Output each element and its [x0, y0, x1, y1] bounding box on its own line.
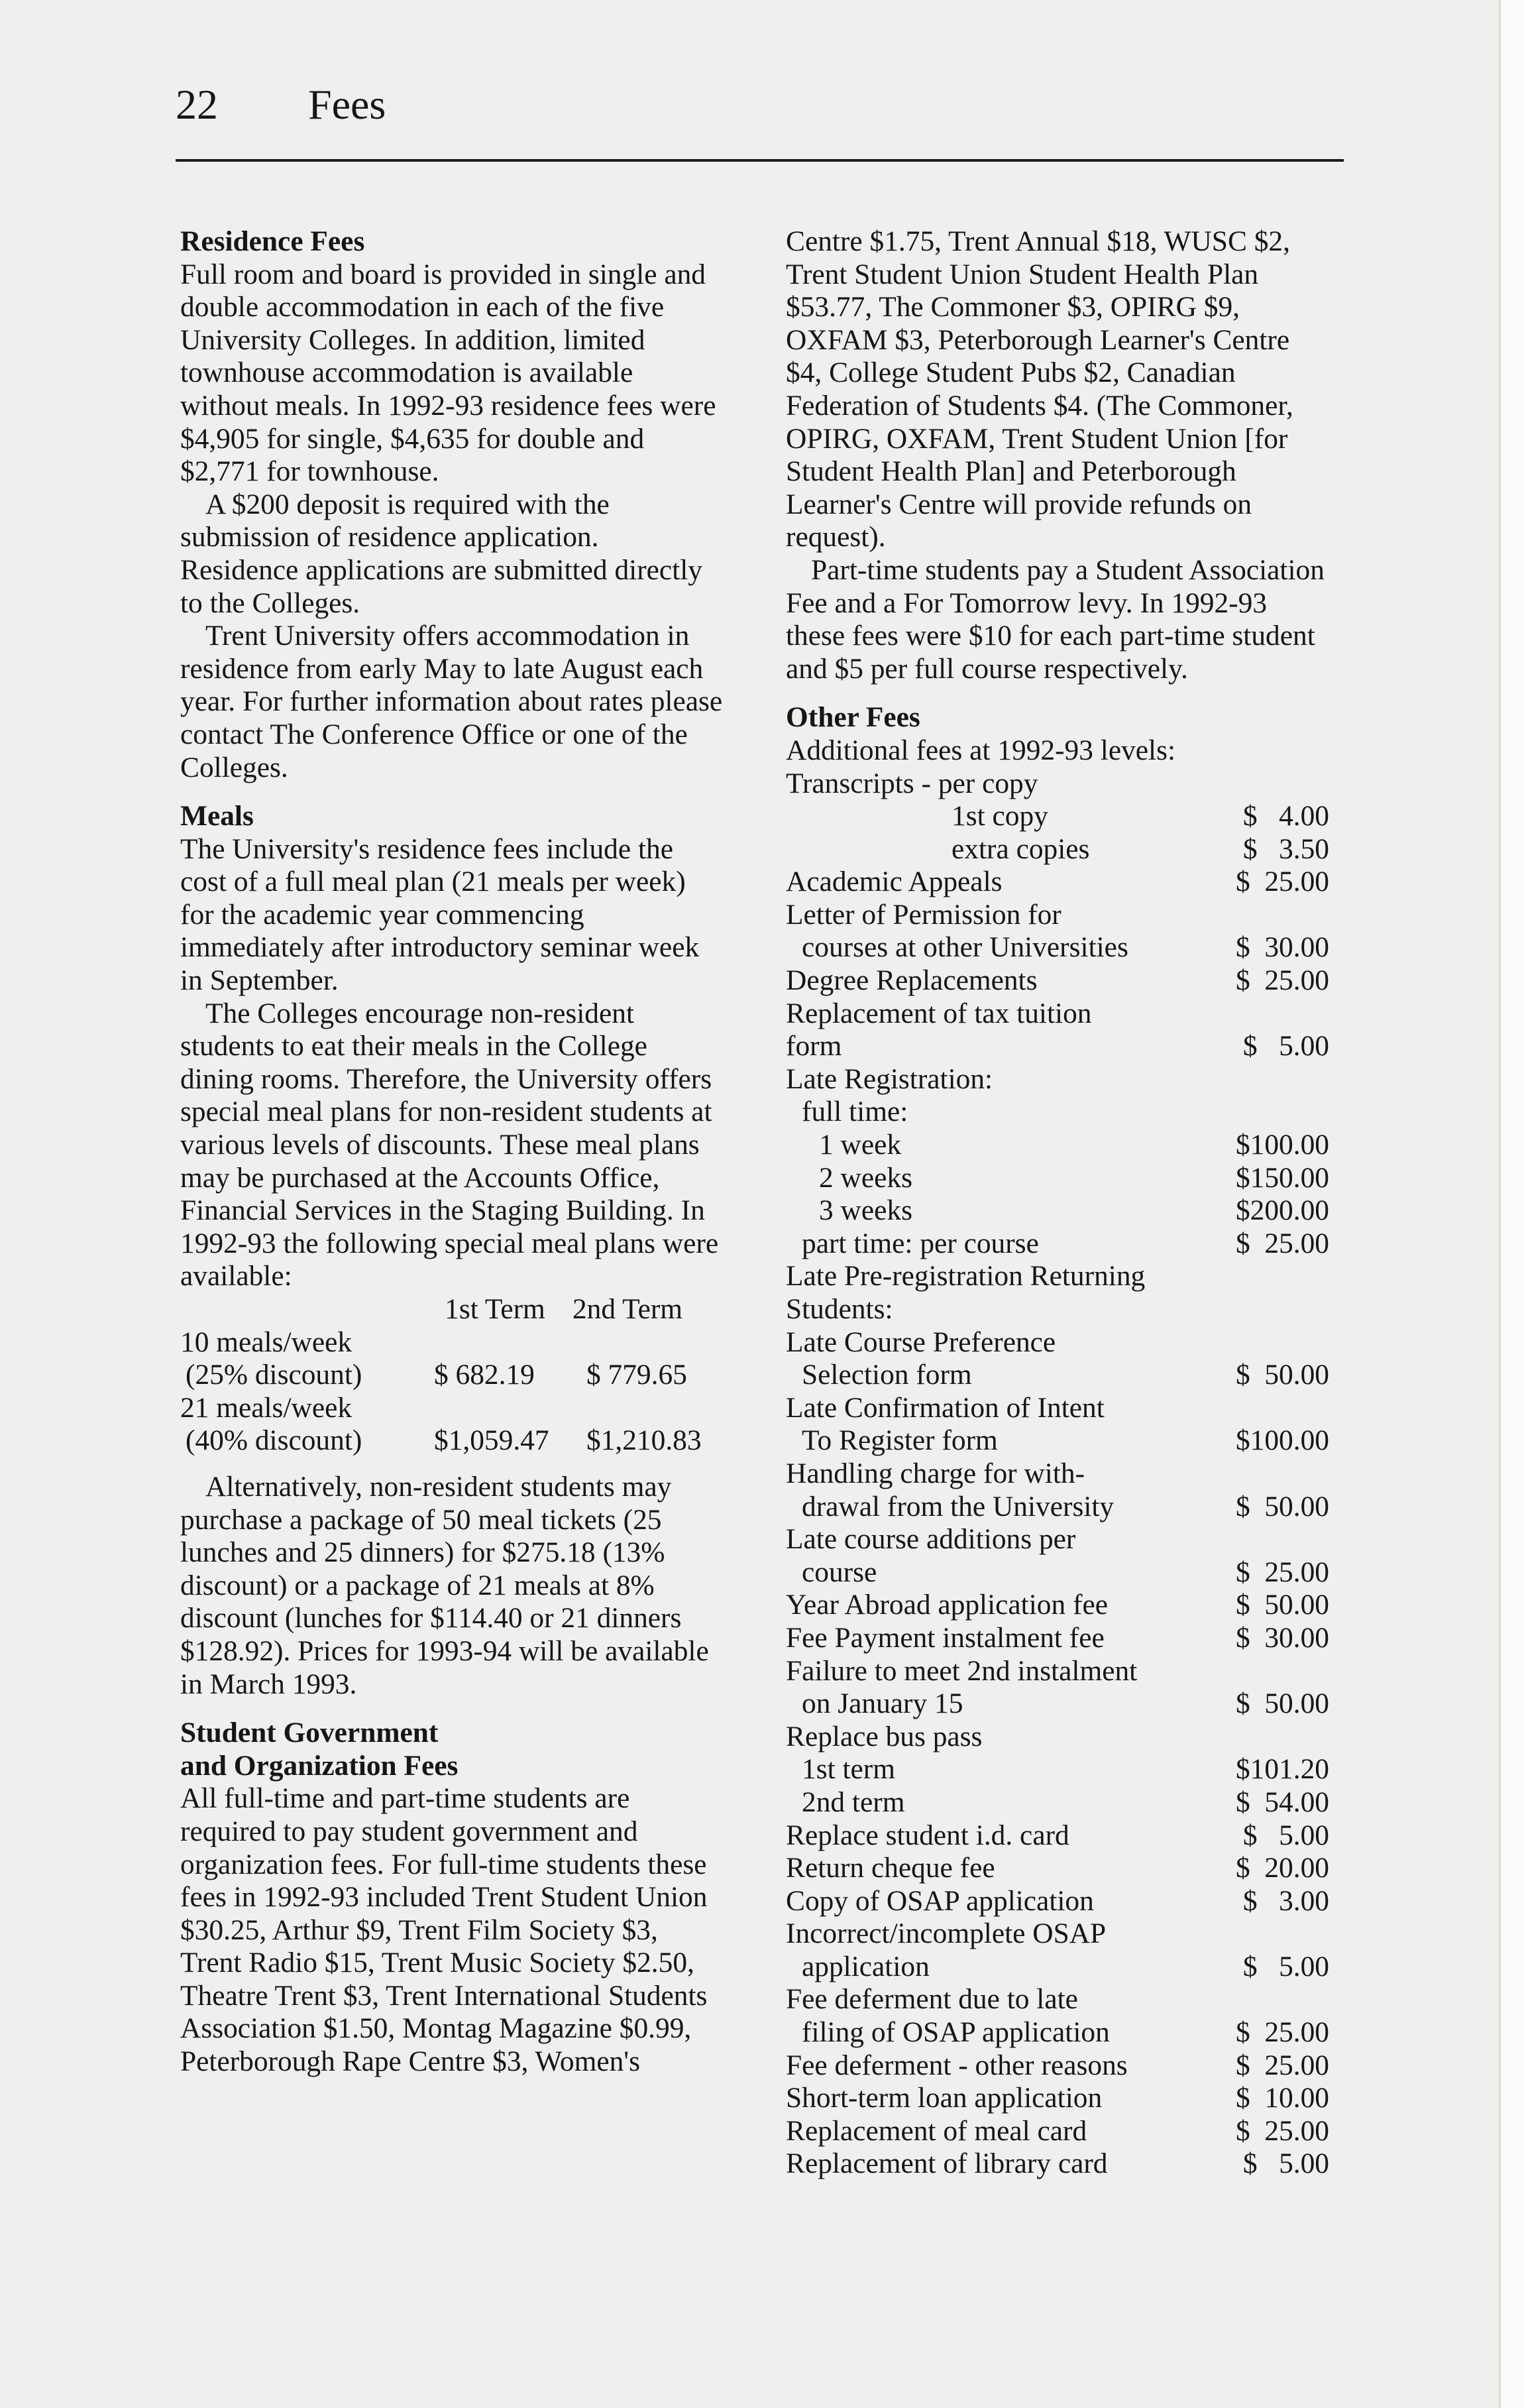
- fee-label: Late Course Preference: [786, 1326, 1056, 1358]
- fee-label: Replacement of library card: [786, 2148, 1108, 2180]
- fee-amount: $100.00: [1235, 1129, 1329, 1161]
- other-fees-intro: Additional fees at 1992-93 levels:: [786, 734, 1176, 766]
- fee-row: [786, 1491, 1329, 1524]
- meals-paragraph-3: Alternatively, non-resident students may purchase a package of 50 meal tickets (25 lunches and 25 dinners) for $275.18 (13% discount) or a package of 21 meals at 8% discount (lunches for $114.40 or 21 dinners $128.92). Prices for 1993-94 will be available in March 1993.: [180, 1470, 709, 1700]
- fee-label: Replacement of meal card: [786, 2114, 1087, 2147]
- fee-label: Fee Payment instalment fee: [786, 1621, 1105, 1654]
- fee-label: Late Registration:: [786, 1062, 993, 1095]
- meal-plan-label: 10 meals/week: [180, 1326, 353, 1358]
- fee-amount: $ 25.00: [1235, 2016, 1329, 2049]
- fee-row: [786, 1819, 1329, 1853]
- fee-amount: $ 20.00: [1235, 1852, 1329, 1884]
- fee-label: course: [802, 1556, 877, 1588]
- fee-amount: $ 5.00: [1242, 1819, 1329, 1851]
- fee-amount: $ 50.00: [1235, 1490, 1329, 1522]
- fee-amount: $200.00: [1235, 1194, 1329, 1227]
- student-government-continued: Centre $1.75, Trent Annual $18, WUSC $2, Trent Student Union Student Health Plan $53.77, The Commoner $3, OPIRG $9, OXFAM $3, Peterborough Learner's Centre $4, College Student Pubs $2, Canadian Federation of Students $4. (The Commoner, OPIRG, OXFAM, Trent Student Union [for Student Health Plan] and Peterborough Learner's Centre will provide refunds on request).: [786, 225, 1293, 553]
- fee-row: [786, 2082, 1329, 2115]
- meal-plan-discount: (25% discount): [186, 1359, 362, 1391]
- fee-label: To Register form: [802, 1424, 998, 1457]
- organization-fees-heading: and Organization Fees: [180, 1749, 459, 1782]
- fee-label: Late Pre-registration Returning: [786, 1260, 1146, 1292]
- fee-row: [786, 1129, 1329, 1162]
- fee-amount: $ 5.00: [1242, 2148, 1329, 2180]
- fee-label: Fee deferment due to late: [786, 1983, 1078, 2016]
- part-time-fees-paragraph: Part-time students pay a Student Association Fee and a For Tomorrow levy. In 1992-93 these fees were $10 for each part-time student and $5 per full course respectively.: [786, 553, 1325, 685]
- fee-label: part time: per course: [802, 1227, 1039, 1259]
- fee-label: filing of OSAP application: [802, 2016, 1110, 2049]
- fee-label: 1st copy: [952, 800, 1048, 832]
- fee-amount: $ 5.00: [1242, 1950, 1329, 1982]
- fee-label: form: [786, 1030, 842, 1062]
- fee-amount: $ 25.00: [1235, 866, 1329, 898]
- fee-amount: $ 50.00: [1235, 1688, 1329, 1720]
- meal-plan-row: [180, 1326, 724, 1392]
- meal-plan-col-2nd-term: 2nd Term: [572, 1293, 683, 1325]
- meals-paragraph-2: The Colleges encourage non-resident students to eat their meals in the College dining rooms. Therefore, the University offers special meal plans for non-resident students at various levels of discounts. These meal plans may be purchased at the Accounts Office, Financial Services in the Staging Building. In 1992-93 the following special meal plans were available:: [180, 997, 719, 1292]
- fee-row: [786, 1688, 1329, 1721]
- meal-plan-row: [180, 1392, 724, 1458]
- fee-label: 1 week: [819, 1129, 902, 1161]
- fee-label: Degree Replacements: [786, 964, 1038, 997]
- fee-amount: $ 50.00: [1235, 1359, 1329, 1391]
- fee-row: [786, 2049, 1329, 2083]
- residence-paragraph-1: Full room and board is provided in single and double accommodation in each of the five University Colleges. In addition, limited townhouse accommodation is available without meals. In 1992-93 residence fees were $4,905 for single, $4,635 for double and $2,771 for townhouse.: [180, 258, 716, 488]
- fee-label: Year Abroad application fee: [786, 1589, 1108, 1621]
- fee-row: [786, 1556, 1329, 1589]
- residence-fees-heading: Residence Fees: [180, 225, 365, 257]
- fee-label: 2nd term: [802, 1786, 905, 1818]
- fee-amount: $ 25.00: [1235, 2049, 1329, 2081]
- section-title: Fees: [308, 81, 386, 128]
- fee-row: [786, 1194, 1329, 1228]
- fee-label: Short-term loan application: [786, 2082, 1103, 2114]
- other-fees-heading: Other Fees: [786, 701, 920, 734]
- fee-amount: $101.20: [1235, 1753, 1329, 1786]
- fee-amount: $ 25.00: [1235, 964, 1329, 997]
- fee-row: [786, 1589, 1329, 1622]
- meals-heading: Meals: [180, 800, 254, 832]
- fee-label: Replacement of tax tuition: [786, 997, 1092, 1029]
- left-column: [180, 225, 724, 2079]
- fee-row: [786, 1885, 1329, 1918]
- fee-row: [786, 1951, 1329, 1984]
- residence-paragraph-3: Trent University offers accommodation in residence from early May to late August each year. For further information about rates please contact The Conference Office or one of the Colleges.: [180, 620, 723, 783]
- fee-label: full time:: [802, 1096, 908, 1128]
- fee-row: [786, 1359, 1329, 1392]
- right-column: [786, 225, 1329, 2181]
- page-number: 22: [176, 81, 218, 128]
- fee-label: Late course additions per: [786, 1523, 1076, 1556]
- student-government-paragraph: All full-time and part-time students are required to pay student government and organization fees. For full-time students these fees in 1992-93 included Trent Student Union $30.25, Arthur $9, Trent Film Society $3, Trent Radio $15, Trent Music Society $2.50, Theatre Trent $3, Trent International Students Association $1.50, Montag Magazine $0.99, Peterborough Rape Centre $3, Women's: [180, 1782, 708, 2078]
- fee-label: Copy of OSAP application: [786, 1884, 1094, 1917]
- fee-label: Incorrect/incomplete OSAP: [786, 1918, 1107, 1950]
- meal-plan-2nd-term-price: $ 779.65: [586, 1359, 687, 1391]
- fee-label: Letter of Permission for: [786, 898, 1061, 931]
- fee-label: Return cheque fee: [786, 1852, 995, 1884]
- fee-label: Students:: [786, 1293, 893, 1325]
- fee-row: [786, 1786, 1329, 1819]
- student-government-heading: Student Government: [180, 1717, 439, 1749]
- meals-paragraph-1: The University's residence fees include the cost of a full meal plan (21 meals per week) for the academic year commencing immediately after introductory seminar week in September.: [180, 832, 700, 997]
- fee-label: 1st term: [802, 1753, 895, 1786]
- meal-plan-label: 21 meals/week: [180, 1391, 353, 1424]
- header-rule: [176, 159, 1344, 162]
- fee-label: courses at other Universities: [802, 931, 1128, 964]
- fee-row: [786, 1030, 1329, 1063]
- meal-plan-col-1st-term: 1st Term: [445, 1293, 545, 1325]
- fee-label: Fee deferment - other reasons: [786, 2049, 1128, 2081]
- fee-row: [786, 1622, 1329, 1655]
- fee-amount: $ 5.00: [1242, 1030, 1329, 1062]
- meal-plan-table: [180, 1293, 724, 1458]
- fee-label: Transcripts - per copy: [786, 767, 1038, 799]
- meal-plan-table-header: [180, 1293, 724, 1326]
- fee-amount: $ 10.00: [1235, 2082, 1329, 2114]
- fee-amount: $150.00: [1235, 1161, 1329, 1194]
- fee-row: [786, 2115, 1329, 2148]
- fee-amount: $ 30.00: [1235, 1621, 1329, 1654]
- fee-row: [786, 2016, 1329, 2049]
- meal-plan-discount: (40% discount): [186, 1424, 362, 1457]
- fee-label: Late Confirmation of Intent: [786, 1391, 1105, 1424]
- meal-plan-2nd-term-price: $1,210.83: [586, 1424, 702, 1457]
- fee-label: Replace student i.d. card: [786, 1819, 1069, 1851]
- other-fees-list: [786, 768, 1329, 2181]
- fee-amount: $ 54.00: [1235, 1786, 1329, 1818]
- fee-row: [786, 1162, 1329, 1195]
- fee-label: Selection form: [802, 1359, 972, 1391]
- fee-amount: $ 3.00: [1242, 1884, 1329, 1917]
- fee-amount: $100.00: [1235, 1424, 1329, 1457]
- fee-label: on January 15: [802, 1688, 963, 1720]
- fee-row: [786, 833, 1329, 866]
- fee-amount: $ 30.00: [1235, 931, 1329, 964]
- fee-row: [786, 931, 1329, 964]
- fee-row: [786, 866, 1329, 899]
- page-edge: [1499, 0, 1524, 2408]
- fee-amount: $ 3.50: [1242, 832, 1329, 865]
- fee-label: Academic Appeals: [786, 866, 1003, 898]
- fee-row: [786, 1228, 1329, 1261]
- fee-amount: $ 25.00: [1235, 1227, 1329, 1259]
- fee-label: Handling charge for with-: [786, 1457, 1085, 1489]
- fee-label: 3 weeks: [819, 1194, 912, 1227]
- fee-label: application: [802, 1950, 930, 1982]
- meal-plan-1st-term-price: $ 682.19: [434, 1359, 535, 1391]
- fee-amount: $ 50.00: [1235, 1589, 1329, 1621]
- fee-label: 2 weeks: [819, 1161, 912, 1194]
- fee-row: [786, 964, 1329, 998]
- fee-label: Replace bus pass: [786, 1720, 983, 1752]
- fee-row: [786, 800, 1329, 833]
- fee-row: [786, 1753, 1329, 1786]
- fee-row: [786, 2148, 1329, 2181]
- meal-plan-1st-term-price: $1,059.47: [434, 1424, 549, 1457]
- fee-amount: $ 25.00: [1235, 1556, 1329, 1588]
- fee-label: Failure to meet 2nd instalment: [786, 1654, 1138, 1687]
- fee-label: drawal from the University: [802, 1490, 1115, 1522]
- residence-paragraph-2: A $200 deposit is required with the submission of residence application. Residence applications are submitted directly to the Colleges.: [180, 488, 703, 619]
- fee-amount: $ 25.00: [1235, 2114, 1329, 2147]
- fee-row: [786, 1424, 1329, 1458]
- fee-amount: $ 4.00: [1242, 800, 1329, 832]
- fee-row: [786, 1852, 1329, 1885]
- fee-label: extra copies: [952, 832, 1090, 865]
